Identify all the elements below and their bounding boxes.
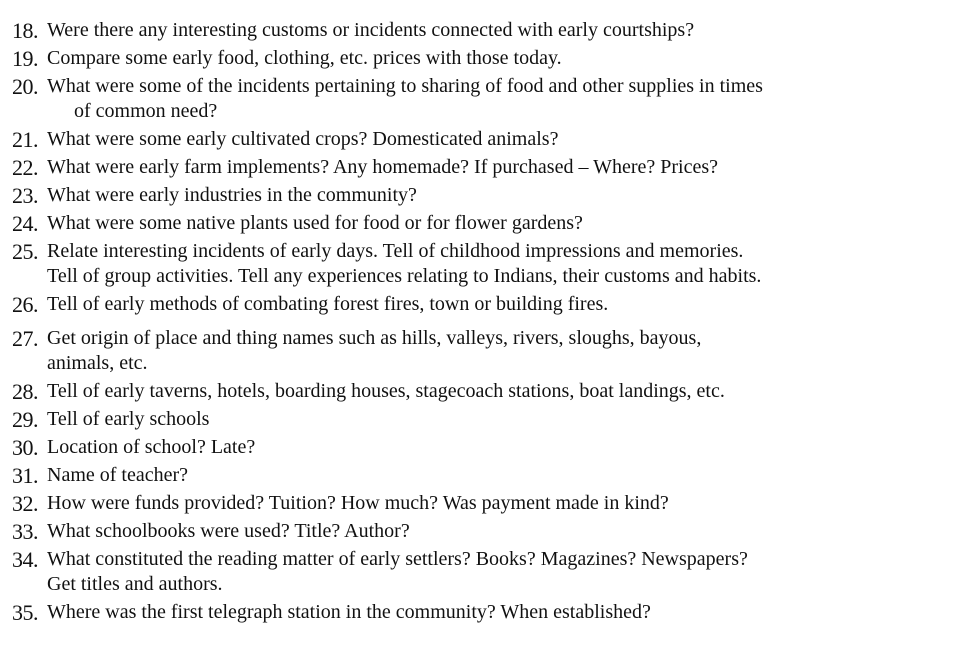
question-33 [12,519,962,544]
question-35 [12,600,962,625]
question-text: Were there any interesting customs or incidents connected with early courtships? [47,19,695,41]
question-text: What were some early cultivated crops? Domesticated animals? [47,128,559,150]
question-26 [12,292,962,317]
question-31 [12,463,962,488]
question-number: 29. [12,407,38,432]
question-text: What were early industries in the community? [47,184,417,206]
question-number: 23. [12,183,38,208]
question-text: What schoolbooks were used? Title? Author? [47,520,410,542]
question-text: Where was the first telegraph station in the community? When established? [47,601,651,623]
question-29 [12,407,962,432]
question-28 [12,379,962,404]
question-text: What were some native plants used for food or for flower gardens? [47,212,583,234]
question-number: 30. [12,435,38,460]
question-number: 24. [12,211,38,236]
question-list [12,18,962,628]
question-24 [12,211,962,236]
question-number: 28. [12,379,38,404]
question-text: Name of teacher? [47,464,189,486]
question-27 [12,326,962,376]
question-20 [12,74,962,124]
question-21 [12,127,962,152]
question-19 [12,46,962,71]
question-text: How were funds provided? Tuition? How much? Was payment made in kind? [47,492,669,514]
question-number: 22. [12,155,38,180]
question-number: 25. [12,239,38,264]
question-23 [12,183,962,208]
question-text: Tell of early taverns, hotels, boarding houses, stagecoach stations, boat landings, etc. [47,380,725,402]
question-34 [12,547,962,597]
question-text: What were some of the incidents pertaining to sharing of food and other supplies in times [47,75,763,97]
question-number: 33. [12,519,38,544]
question-text-continued: Tell of group activities. Tell any experiences relating to Indians, their customs and habits. [47,265,762,287]
question-text: What were early farm implements? Any homemade? If purchased – Where? Prices? [47,156,719,178]
question-number: 35. [12,600,38,625]
question-number: 34. [12,547,38,572]
question-text-continued: animals, etc. [47,352,148,374]
question-number: 32. [12,491,38,516]
question-number: 27. [12,326,38,351]
question-text: What constituted the reading matter of early settlers? Books? Magazines? Newspapers? [47,548,748,570]
question-number: 19. [12,46,38,71]
question-18 [12,18,962,43]
question-32 [12,491,962,516]
question-30 [12,435,962,460]
question-number: 31. [12,463,38,488]
question-text-continued: of common need? [74,100,218,122]
question-number: 20. [12,74,38,99]
question-text: Location of school? Late? [47,436,256,458]
question-25 [12,239,962,289]
question-number: 26. [12,292,38,317]
question-number: 18. [12,18,38,43]
question-22 [12,155,962,180]
question-text: Compare some early food, clothing, etc. prices with those today. [47,47,562,69]
question-text-continued: Get titles and authors. [47,573,223,595]
question-text: Relate interesting incidents of early days. Tell of childhood impressions and memories. [47,240,744,262]
question-number: 21. [12,127,38,152]
question-text: Tell of early methods of combating forest fires, town or building fires. [47,293,609,315]
question-text: Tell of early schools [47,408,210,430]
question-text: Get origin of place and thing names such as hills, valleys, rivers, sloughs, bayous, [47,327,702,349]
